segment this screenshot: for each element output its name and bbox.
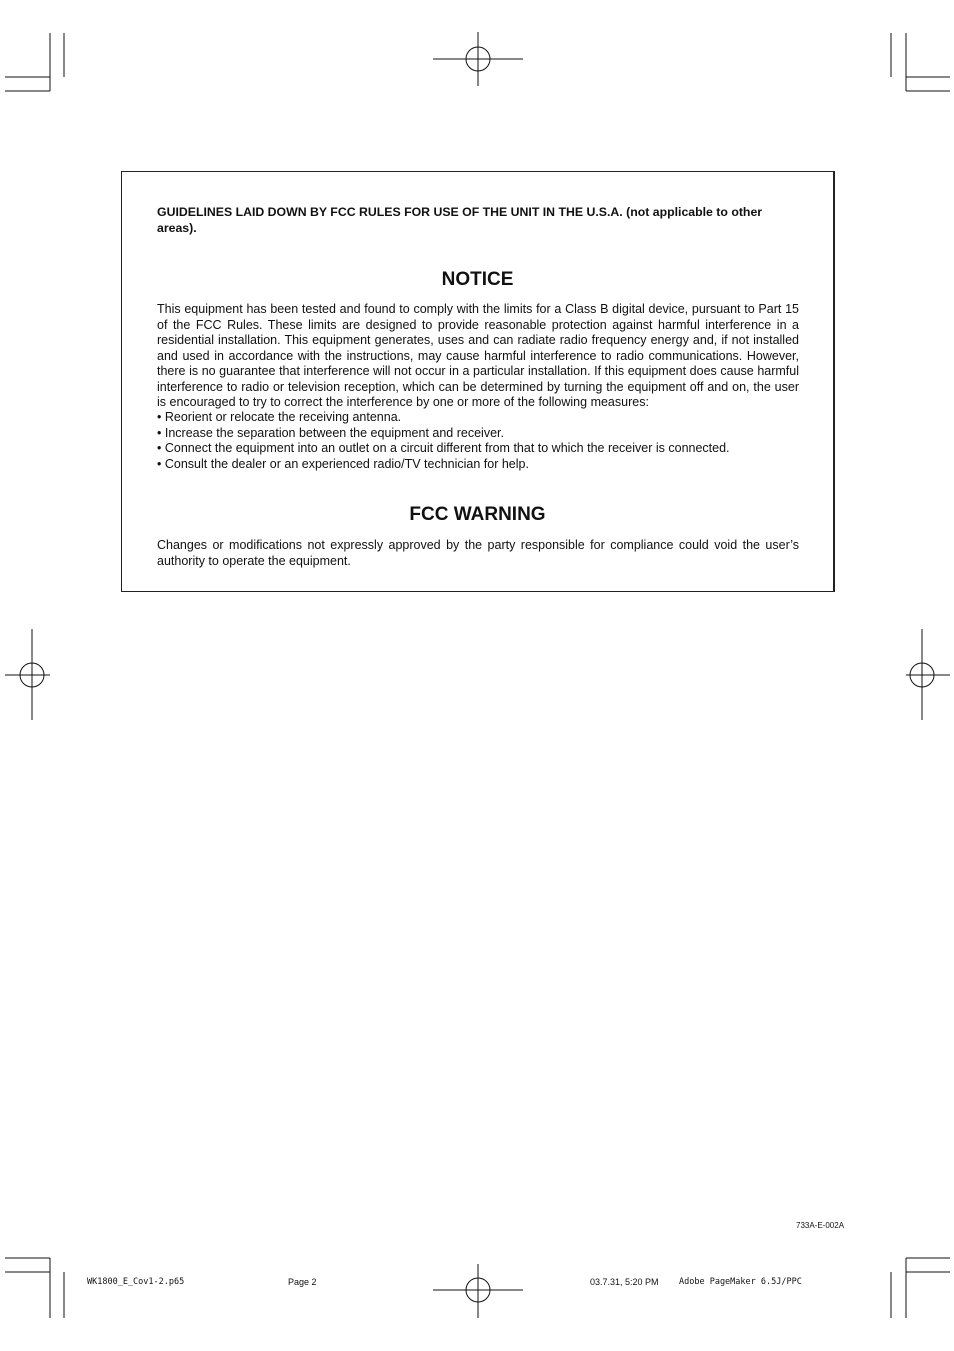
slug-application: Adobe PageMaker 6.5J/PPC: [679, 1277, 802, 1287]
list-item: • Connect the equipment into an outlet on a circuit different from that to which the receiver is connected.: [157, 441, 799, 457]
crop-mark-top-left: [5, 33, 64, 91]
fcc-notice-box: [121, 171, 835, 592]
notice-body-text: This equipment has been tested and found to comply with the limits for a Class B digital device, pursuant to Part 15 of the FCC Rules. These limits are designed to provide reasonable protection against harmful interference in a residential installation. This equipment generates, uses and can radiate radio frequency energy and, if not installed and used in accordance with the instructions, may cause harmful interference to radio communications. However, there is no guarantee that interference will not occur in a particular installation. If this equipment does cause harmful interference to radio or television reception, which can be determined by turning the equipment off and on, the user is encouraged to try to correct the interference by one or more of the following measures:: [157, 302, 799, 409]
slug-file-name: WK1800_E_Cov1-2.p65: [87, 1277, 185, 1287]
list-item: • Consult the dealer or an experienced radio/TV technician for help.: [157, 457, 799, 473]
interference-measures-list: [157, 410, 799, 472]
crop-mark-bottom-right: [891, 1258, 950, 1318]
list-item: • Reorient or relocate the receiving antenna.: [157, 410, 799, 426]
document-code: 733A-E-002A: [796, 1221, 845, 1230]
notice-heading: NOTICE: [441, 269, 514, 290]
fcc-warning-heading: FCC WARNING: [409, 504, 546, 525]
fcc-warning-body-text: Changes or modifications not expressly approved by the party responsible for compliance could void the user’s authority to operate the equipment.: [157, 538, 799, 568]
fcc-guidelines-intro: GUIDELINES LAID DOWN BY FCC RULES FOR USE OF THE UNIT IN THE U.S.A. (not applicable to other areas).: [157, 205, 763, 235]
crop-mark-bottom-left: [5, 1258, 64, 1318]
crop-mark-top-right: [891, 33, 950, 91]
registration-mark-right: [906, 629, 950, 720]
slug-page-number: Page 2: [288, 1277, 317, 1287]
registration-mark-bottom: [433, 1264, 523, 1318]
list-item: • Increase the separation between the equipment and receiver.: [157, 426, 799, 442]
registration-mark-top: [433, 32, 523, 86]
slug-timestamp: 03.7.31, 5:20 PM: [590, 1277, 659, 1287]
registration-mark-left: [5, 629, 50, 720]
